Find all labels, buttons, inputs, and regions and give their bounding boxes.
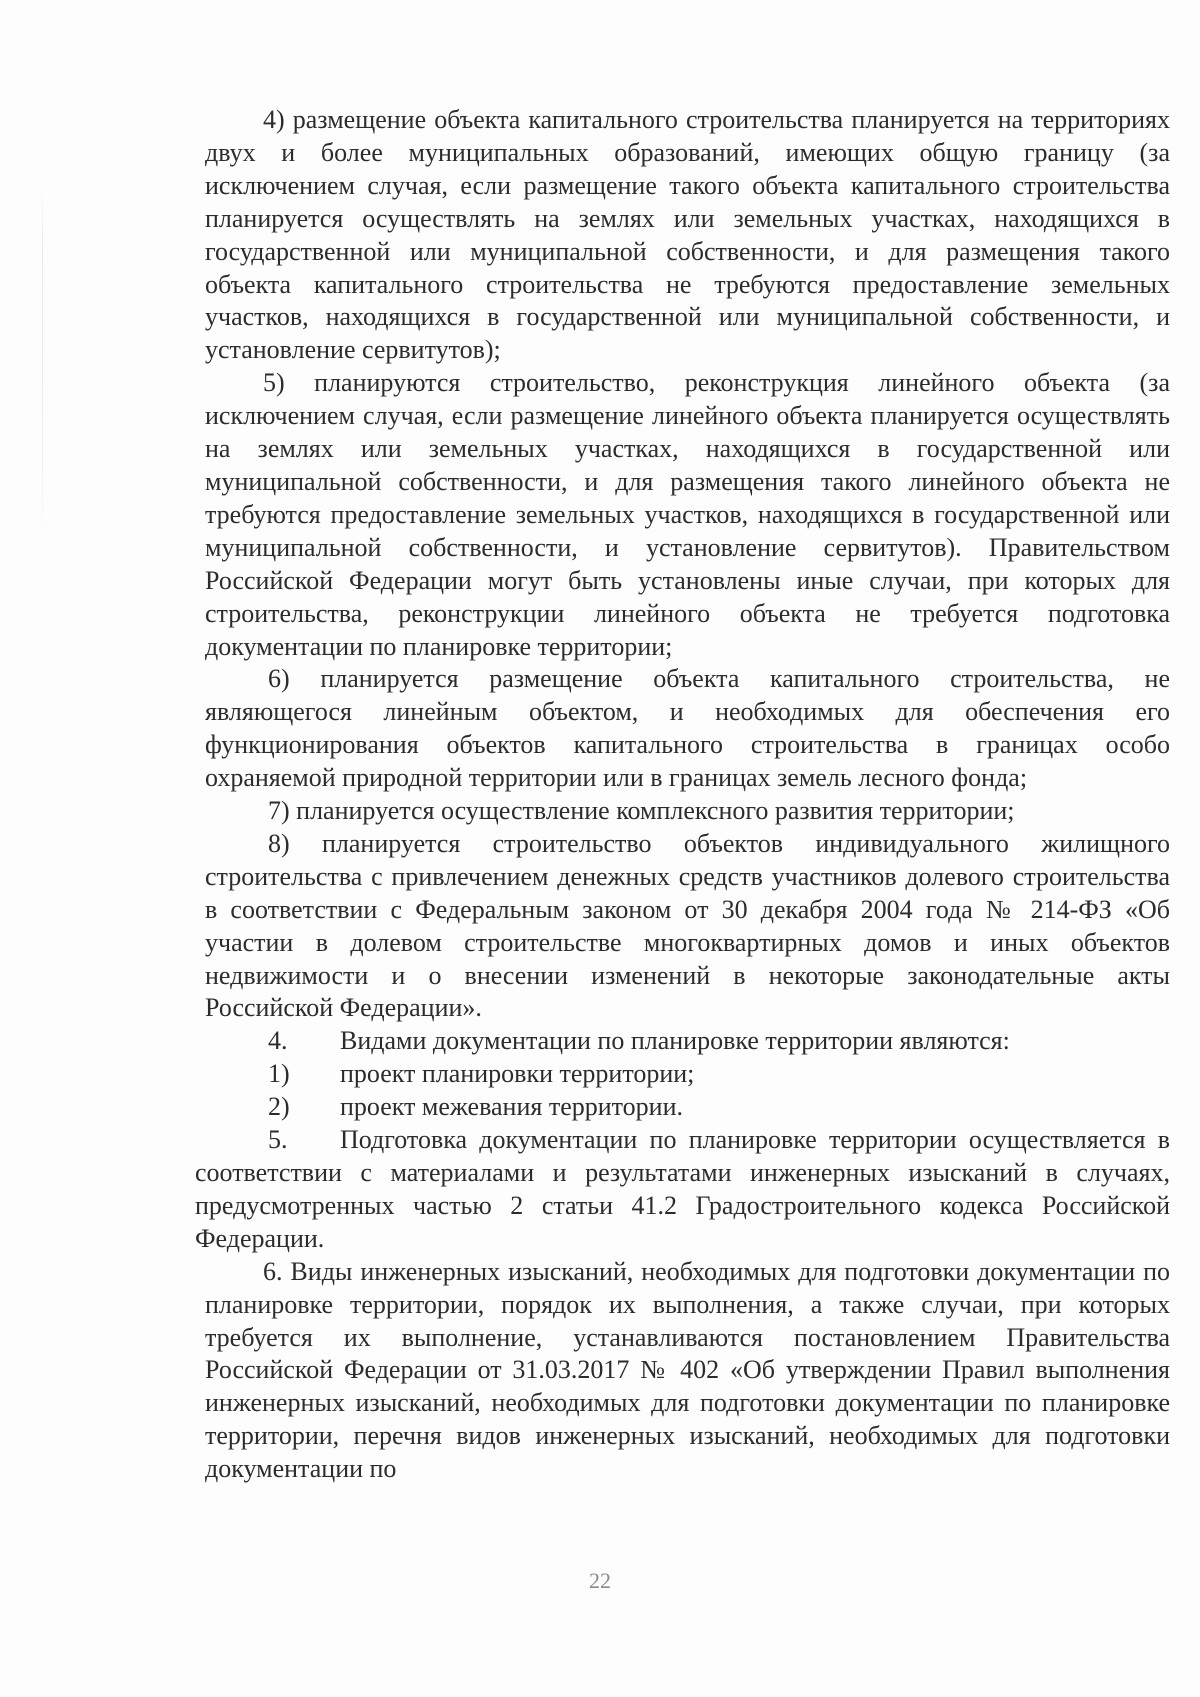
- section-4-subitem-1: [205, 1058, 1170, 1091]
- paragraph-item-8: 8) планируется строительство объектов индивидуального жилищного строительства с привлечением денежных средств участников долевого строительства в соответствии с Федеральным законом от 30 декабря 2004 года № 214-ФЗ «Об участии в долевом строительстве многоквартирных домов и иных объектов недвижимости и о внесении изменений в некоторые законодательные акты Российской Федерации».: [205, 828, 1170, 1023]
- section-4-subitem-2: [205, 1091, 1170, 1124]
- paragraph-item-5: 5) планируются строительство, реконструкция линейного объекта (за исключением случая, если размещение линейного объекта планируется осуществлять на землях или земельных участках, находящихся в государственной или муниципальной собственности, и для размещения такого линейного объекта не требуются предоставление земельных участков, находящихся в государственной или муниципальной собственности, и установление сервитутов). Правительством Российской Федерации могут быть установлены иные случаи, при которых для строительства, реконструкции линейного объекта не требуется подготовка документации по планировке территории;: [205, 368, 1170, 661]
- paragraph-item-6: 6) планируется размещение объекта капитального строительства, не являющегося линейным объектом, и необходимых для обеспечения его функционирования объектов капитального строительства в границах особо охраняемой природной территории или в границах земель лесного фонда;: [205, 664, 1170, 793]
- section-4-text: Видами документации по планировке территории являются:: [340, 1026, 1010, 1056]
- subitem-1-text: проект планировки территории;: [340, 1059, 695, 1089]
- subitem-2-text: проект межевания территории.: [340, 1092, 684, 1122]
- section-4-number: 4.: [268, 1026, 288, 1056]
- subitem-2-number: 2): [268, 1092, 290, 1122]
- section-5-text: Подготовка документации по планировке территории осуществляется в соответствии с материалами и результатами инженерных изысканий в случаях, предусмотренных частью 2 статьи 41.2 Градостроительного кодекса Российской Федерации.: [195, 1125, 1170, 1253]
- section-5-paragraph: [195, 1124, 1170, 1256]
- paragraph-item-7: 7) планируется осуществление комплексного развития территории;: [268, 796, 1015, 826]
- section-4-heading: [205, 1025, 1170, 1058]
- scan-edge-shadow: [42, 180, 43, 540]
- section-5-number: 5.: [268, 1125, 288, 1155]
- page-number: 22: [589, 1568, 611, 1593]
- document-body: [195, 104, 1170, 1486]
- section-6-paragraph: 6. Виды инженерных изысканий, необходимых для подготовки документации по планировке территории, порядок их выполнения, а также случаи, при которых требуется их выполнение, устанавливаются постановлением Правительства Российской Федерации от 31.03.2017 № 402 «Об утверждении Правил выполнения инженерных изысканий, необходимых для подготовки документации по планировке территории, перечня видов инженерных изысканий, необходимых для подготовки документации по: [205, 1256, 1170, 1484]
- paragraph-item-4: 4) размещение объекта капитального строительства планируется на территориях двух и более муниципальных образований, имеющих общую границу (за исключением случая, если размещение такого объекта капитального строительства планируется осуществлять на землях или земельных участках, находящихся в государственной или муниципальной собственности, и для размещения такого объекта капитального строительства не требуются предоставление земельных участков, находящихся в государственной или муниципальной собственности, и установление сервитутов);: [205, 105, 1170, 365]
- subitem-1-number: 1): [268, 1059, 290, 1089]
